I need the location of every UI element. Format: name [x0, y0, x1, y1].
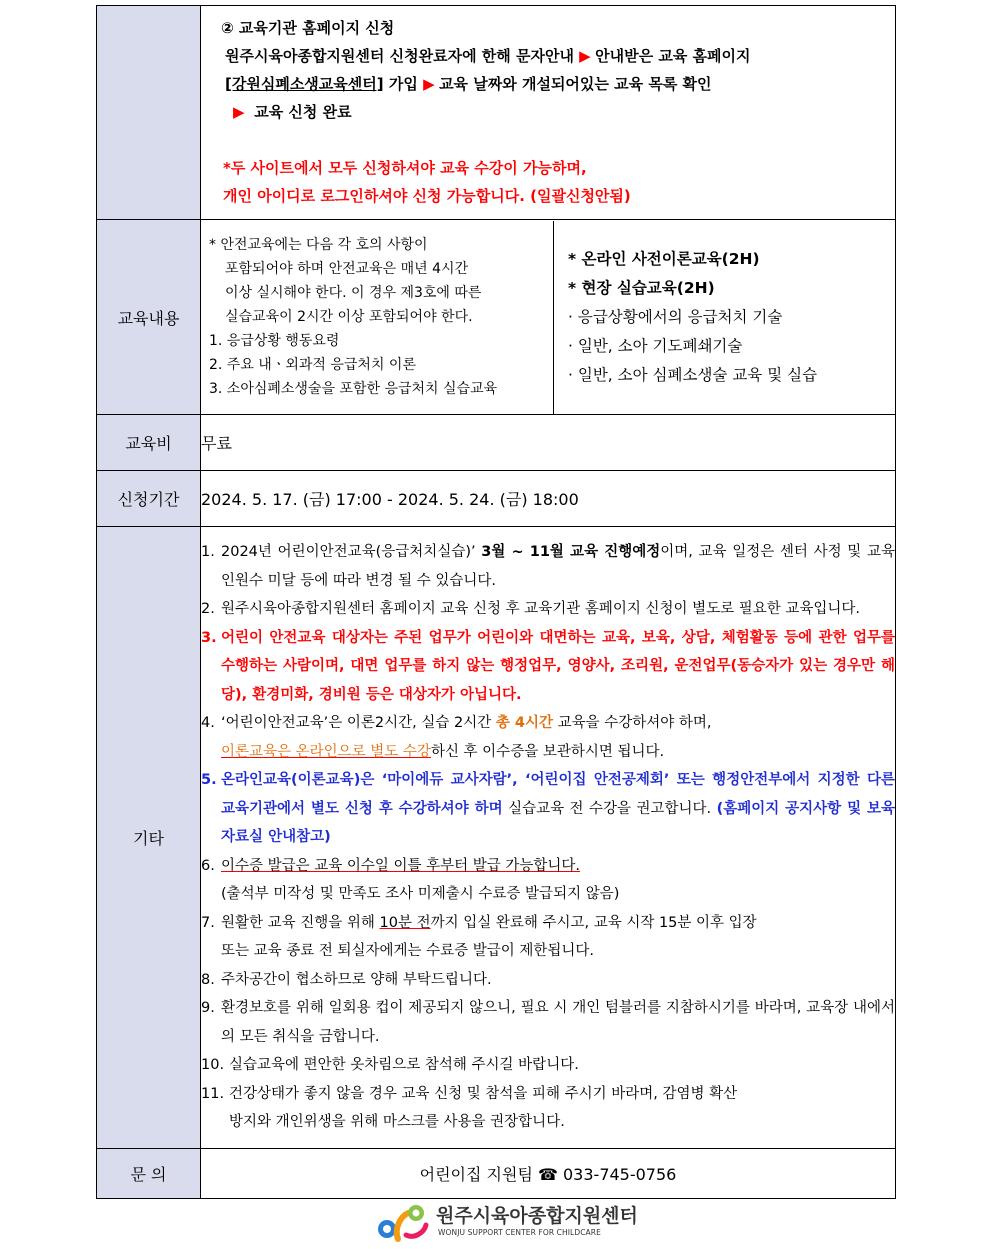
item-text: 또는 교육 종료 전 퇴실자에게는 수료증 발급이 제한됩니다. [221, 943, 595, 960]
item-number: 5. [201, 772, 217, 789]
content-left-line: 실습교육이 2시간 이상 포함되어야 한다. [225, 309, 473, 325]
etc-label: 기타 [97, 527, 201, 1149]
list-item [201, 852, 895, 909]
content-right-line: · 일반, 소아 기도폐쇄기술 [568, 336, 743, 355]
triangle-right-icon: ▶ [579, 46, 591, 65]
apply-step-1 [219, 42, 889, 70]
item-text-blue: 온라인교육(이론교육)은 ‘마이에듀 교사자람’, ‘어린이집 안전공제회’ 또는 행정안전부에서 지정한 다른 교육기관에서 별도 신청 후 수강하셔야 하며 [221, 772, 895, 817]
content-left-line: * 안전교육에는 다음 각 호의 사항이 [209, 237, 428, 253]
content-left-line: 3. 소아심폐소생술을 포함한 응급처치 실습교육 [209, 381, 498, 397]
list-item [201, 994, 895, 1051]
list-item [201, 595, 895, 624]
step-text: 가입 [383, 74, 424, 93]
content-right-line: * 온라인 사전이론교육(2H) [568, 249, 760, 268]
item-text: 이며, 교육 일정은 센터 사정 및 교육인원수 미달 등에 따라 변경 될 수 있습니다. [221, 544, 895, 589]
step-text: 원주시육아종합지원센터 신청완료자에 한해 문자안내 [225, 46, 580, 65]
item-number: 10. [201, 1057, 225, 1074]
homepage-apply-cell [201, 6, 896, 220]
triangle-right-icon: ▶ [423, 74, 435, 93]
list-item [201, 1080, 895, 1137]
period-label: 신청기간 [97, 471, 201, 527]
note-line-2: 개인 아이디로 로그인하셔야 신청 가능합니다. (일괄신청안됨) [223, 186, 631, 205]
item-number: 6. [201, 857, 215, 874]
row-homepage-apply [97, 6, 896, 220]
item-number: 7. [201, 914, 215, 931]
item-text-highlight: 총 4시간 [495, 715, 553, 732]
content-left-line: 포함되어야 하며 안전교육은 매년 4시간 [225, 261, 469, 277]
list-item [201, 909, 895, 966]
item-text: 까지 입실 완료해 주시고, 교육 시작 15분 이후 입장 [430, 914, 757, 931]
item-text: 환경보호를 위해 일회용 컵이 제공되지 않으니, 필요 시 개인 텀블러를 지참하시기를 바라며, 교육장 내에서의 모든 취식을 금합니다. [221, 1000, 895, 1045]
item-number: 4. [201, 715, 215, 732]
content-right-line: * 현장 실습교육(2H) [568, 278, 715, 297]
fee-value: 무료 [201, 415, 896, 471]
triangle-right-icon: ▶ [233, 102, 245, 121]
list-item [201, 966, 895, 995]
item-text: 실습교육에 편안한 옷차림으로 참석해 주시길 바랍니다. [229, 1057, 579, 1074]
logo-name: 원주시육아종합지원센터 [436, 1205, 638, 1227]
note-line-1: *두 사이트에서 모두 신청하셔야 교육 수강이 가능하며, [223, 158, 587, 177]
list-item [201, 709, 895, 766]
item-number: 2. [201, 601, 215, 618]
item-text: ‘어린이안전교육’은 이론2시간, 실습 2시간 [221, 715, 496, 732]
item-text-highlight: 이론교육은 온라인으로 별도 수강 [221, 743, 431, 760]
row-etc [97, 527, 896, 1149]
cpr-center-name: [강원심폐소생교육센터] [225, 74, 384, 93]
period-value: 2024. 5. 17. (금) 17:00 - 2024. 5. 24. (금) 18:00 [201, 471, 896, 527]
logo-subtitle: WONJU SUPPORT CENTER FOR CHILDCARE [438, 1228, 601, 1237]
item-text-underlined: 이수증 발급은 교육 이수일 이틀 후부터 발급 가능합니다. [221, 857, 581, 874]
item-number: 11. [201, 1085, 225, 1102]
content-right [554, 221, 896, 414]
item-text: 교육을 수강하셔야 하며, [553, 715, 712, 732]
fee-label: 교육비 [97, 415, 201, 471]
apply-step-3 [219, 98, 889, 126]
step-text: 교육 날짜와 개설되어있는 교육 목록 확인 [439, 74, 712, 93]
step-text: 안내받은 교육 홈페이지 [595, 46, 751, 65]
item-text: (출석부 미작성 및 만족도 조사 미제출시 수료증 발급되지 않음) [221, 886, 620, 903]
list-item [201, 1051, 895, 1080]
row-content [97, 220, 896, 415]
apply-step-2 [219, 70, 889, 98]
content-right-line: · 일반, 소아 심폐소생술 교육 및 실습 [568, 365, 818, 384]
row-fee [97, 415, 896, 471]
content-left-line: 이상 실시해야 한다. 이 경우 제3호에 따른 [225, 285, 482, 301]
row-contact [97, 1149, 896, 1199]
content-left-line: 2. 주요 내ㆍ외과적 응급처치 이론 [209, 357, 416, 373]
row-label-empty [97, 6, 201, 220]
item-text: 방지와 개인위생을 위해 마스크를 사용을 권장합니다. [229, 1114, 565, 1131]
logo-mark-icon [376, 1199, 432, 1243]
content-inner-table [201, 221, 895, 414]
list-item [201, 538, 895, 595]
application-info-table [96, 5, 896, 1199]
item-number: 9. [201, 1000, 215, 1017]
item-text: 주차공간이 협소하므로 양해 부탁드립니다. [221, 971, 492, 988]
content-left-line: 1. 응급상황 행동요령 [209, 333, 340, 349]
content-left [201, 221, 554, 414]
list-item [201, 766, 895, 852]
content-cell [201, 220, 896, 415]
item-number: 1. [201, 544, 215, 561]
item-text-bold: 3월 ~ 11월 교육 진행예정 [481, 544, 661, 561]
step-text: 교육 신청 완료 [254, 102, 352, 121]
item-text-blue: (홈페이지 공지사항 및 보육자료실 안내참고) [221, 800, 895, 846]
item-text-underlined: 10분 전 [379, 914, 431, 931]
content-label: 교육내용 [97, 220, 201, 415]
item-number: 3. [201, 629, 217, 646]
item-text: 어린이 안전교육 대상자는 주된 업무가 어린이와 대면하는 교육, 보육, 상담, 체험활동 등에 관한 업무를 수행하는 사람이며, 대면 업무를 하지 않는 행정업무, 영양사, 조리원, 운전업무(동승자가 있는 경우만 해당), 환경미화, 경비원 등은 대상자가 아닙니다. [221, 629, 895, 703]
list-item [201, 624, 895, 710]
homepage-apply-title: ② 교육기관 홈페이지 신청 [221, 18, 395, 37]
etc-cell [201, 527, 896, 1149]
item-text: 실습교육 전 수강을 권고합니다. [502, 800, 717, 817]
center-logo [376, 1197, 676, 1245]
row-period [97, 471, 896, 527]
item-number: 8. [201, 971, 215, 988]
item-text: 원활한 교육 진행을 위해 [221, 914, 380, 931]
contact-value: 어린이집 지원팀 ☎ 033-745-0756 [201, 1149, 896, 1199]
item-text: 하신 후 이수증을 보관하시면 됩니다. [430, 743, 665, 760]
item-text: 건강상태가 좋지 않을 경우 교육 신청 및 참석을 피해 주시기 바라며, 감염병 확산 [229, 1085, 738, 1102]
content-right-line: · 응급상황에서의 응급처치 기술 [568, 307, 783, 326]
item-text: 원주시육아종합지원센터 홈페이지 교육 신청 후 교육기관 홈페이지 신청이 별도로 필요한 교육입니다. [221, 601, 860, 618]
contact-label: 문 의 [97, 1149, 201, 1199]
item-text: 2024년 어린이안전교육(응급처치실습)’ [221, 544, 482, 561]
